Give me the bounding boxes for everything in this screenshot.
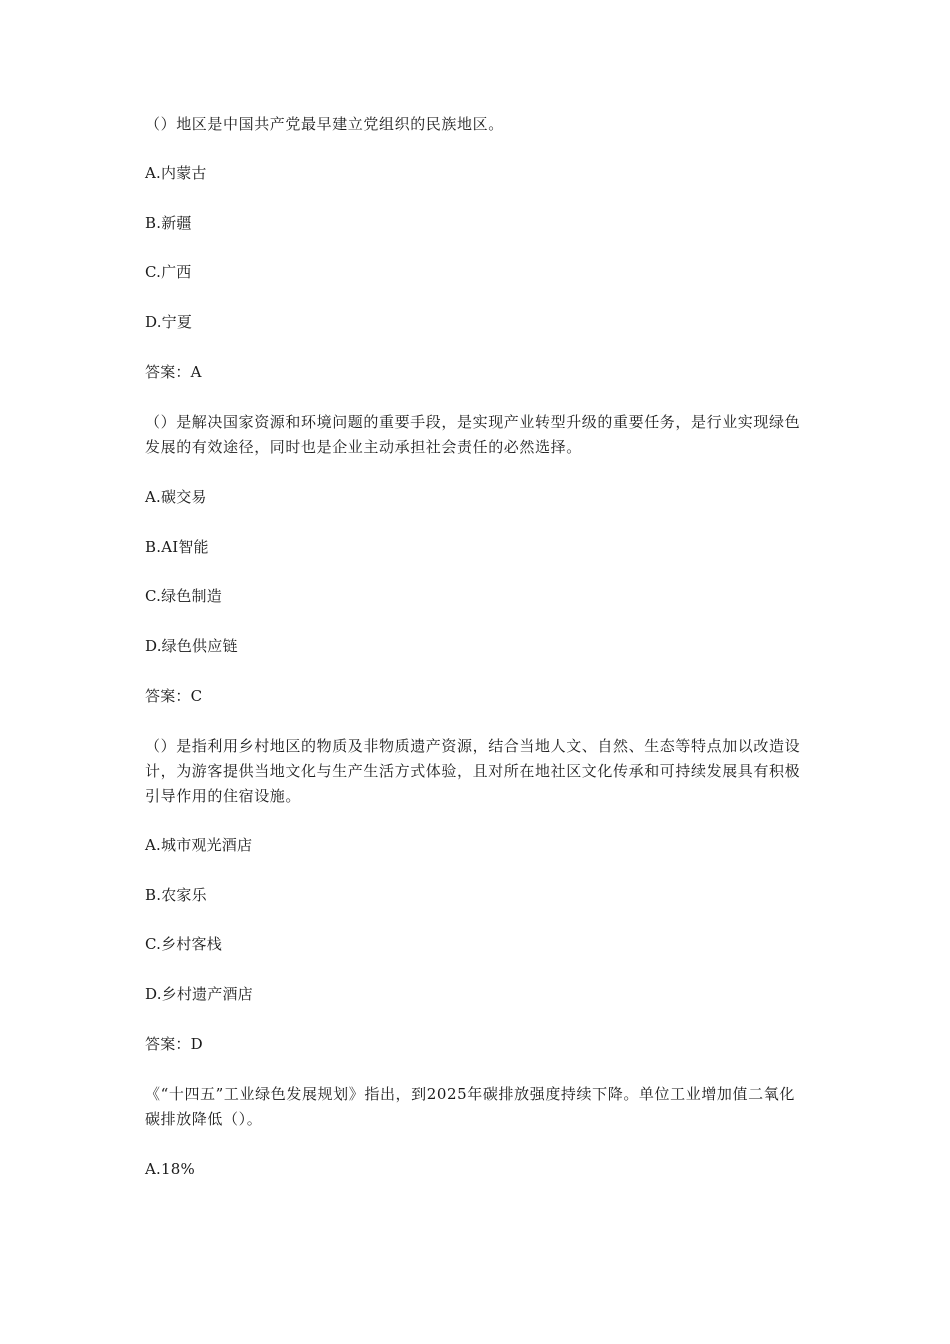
question-3-option-c: C.乡村客栈 bbox=[145, 935, 222, 953]
question-2-stem: （）是解决国家资源和环境问题的重要手段，是实现产业转型升级的重要任务，是行业实现绿色发展的有效途径，同时也是企业主动承担社会责任的必然选择。 bbox=[145, 413, 801, 456]
question-2-answer: 答案：C bbox=[145, 687, 203, 705]
question-2-option-a: A.碳交易 bbox=[145, 488, 207, 506]
question-1-option-b: B.新疆 bbox=[145, 214, 192, 232]
question-2-option-b: B.AI智能 bbox=[145, 538, 209, 556]
question-3-option-b: B.农家乐 bbox=[145, 886, 207, 904]
question-2-option-d: D.绿色供应链 bbox=[145, 637, 238, 655]
question-3-option-a: A.城市观光酒店 bbox=[145, 836, 253, 854]
question-3-option-d: D.乡村遗产酒店 bbox=[145, 985, 253, 1003]
question-1-option-d: D.宁夏 bbox=[145, 313, 193, 331]
question-1-option-a: A.内蒙古 bbox=[145, 164, 207, 182]
question-4-stem: 《“十四五”工业绿色发展规划》指出，到2025年碳排放强度持续下降。单位工业增加值二氧化碳排放降低（）。 bbox=[145, 1085, 795, 1128]
question-2-option-c: C.绿色制造 bbox=[145, 587, 222, 605]
question-4-option-a: A.18% bbox=[145, 1160, 195, 1178]
question-3-stem: （）是指利用乡村地区的物质及非物质遗产资源，结合当地人文、自然、生态等特点加以改造设计，为游客提供当地文化与生产生活方式体验，且对所在地社区文化传承和可持续发展具有积极引导作用的住宿设施。 bbox=[145, 737, 801, 805]
question-3-answer: 答案：D bbox=[145, 1035, 203, 1053]
question-1-option-c: C.广西 bbox=[145, 263, 192, 281]
question-1-stem: （）地区是中国共产党最早建立党组织的民族地区。 bbox=[145, 115, 504, 133]
question-1-answer: 答案：A bbox=[145, 363, 202, 381]
